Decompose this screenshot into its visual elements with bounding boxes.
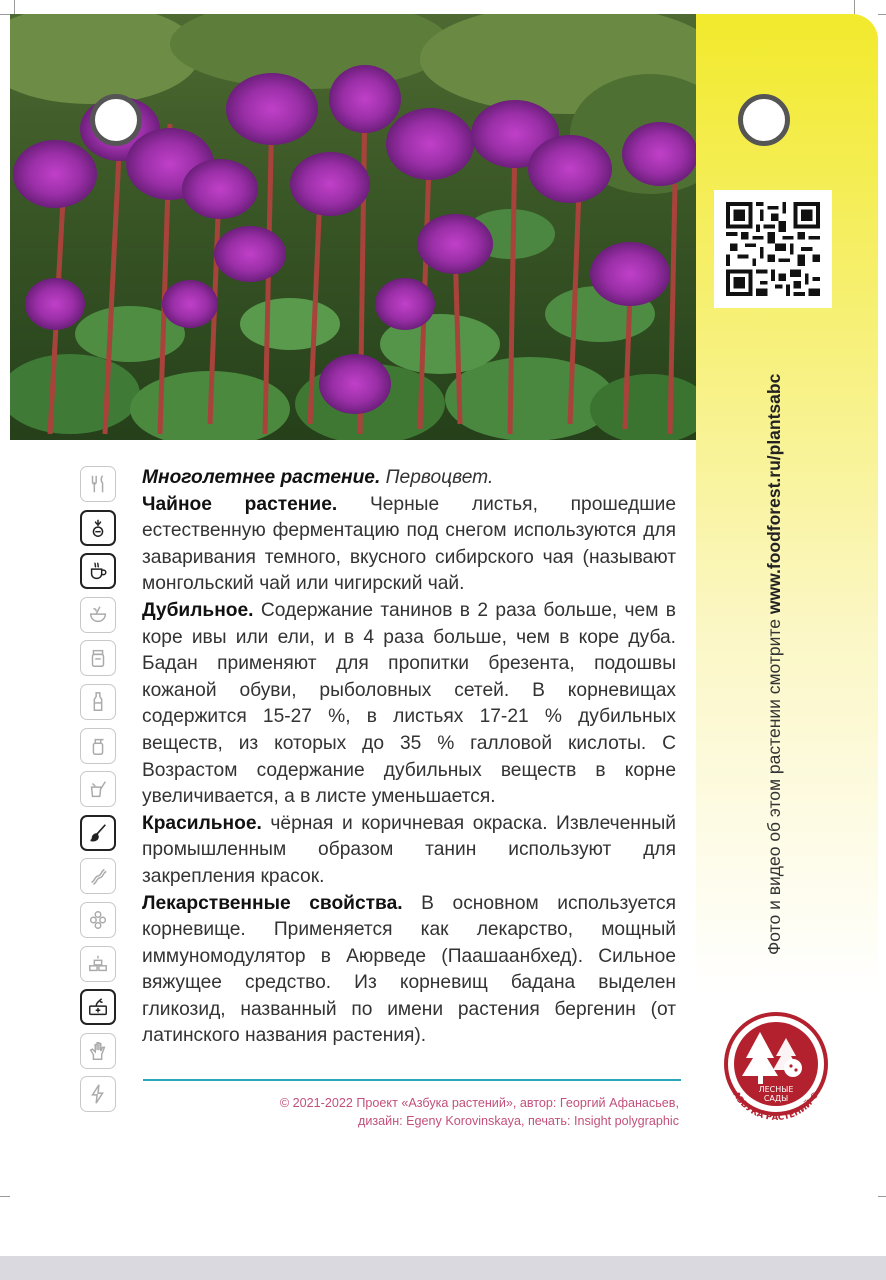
intro-heading: Многолетнее растение. bbox=[142, 467, 381, 488]
medicinal-text: В основном используется корневище. Применяется как лекарство, мощный иммуномодулятор в Аюрведе (Паашаанбхед). Сильное вяжущее средство. Из корневищ бадана выделен гликозид, названный по имени растения бергенин (от латинского названия растения). bbox=[142, 892, 676, 1047]
rope-icon bbox=[80, 858, 116, 894]
crop-mark bbox=[14, 0, 15, 14]
spray-bottle-icon bbox=[80, 728, 116, 764]
medicine-box-icon bbox=[80, 989, 116, 1025]
punch-hole bbox=[90, 94, 142, 146]
divider bbox=[143, 1079, 681, 1081]
page-bottom-bar bbox=[0, 1256, 886, 1280]
medicinal-heading: Лекарственные свойства. bbox=[142, 892, 403, 914]
qr-code[interactable] bbox=[714, 190, 832, 308]
tannin-paragraph bbox=[142, 598, 676, 811]
tea-plant-icon bbox=[80, 510, 116, 546]
azbuka-logo bbox=[722, 1010, 830, 1128]
bricks-icon bbox=[80, 946, 116, 982]
crop-mark bbox=[854, 0, 855, 14]
tea-paragraph bbox=[142, 492, 676, 598]
punch-hole bbox=[738, 94, 790, 146]
qr-code-icon bbox=[726, 202, 820, 296]
lightning-icon bbox=[80, 1076, 116, 1112]
credits-line1: © 2021-2022 Проект «Азбука растений», автор: Георгий Афанасьев, bbox=[279, 1096, 679, 1110]
website-note bbox=[755, 325, 793, 955]
forest-gardens-logo-icon bbox=[722, 1010, 830, 1128]
logo-line1: ЛЕСНЫЕ bbox=[758, 1085, 794, 1094]
tea-text: Черные листья, прошедшие естественную ферментацию под снегом используются для заваривания темного, вкусного сибирского чая (называют монгольский чай или чигирский чай. bbox=[142, 493, 676, 595]
logo-line2: САДЫ bbox=[763, 1094, 789, 1103]
tannin-heading: Дубильное. bbox=[142, 599, 254, 621]
credits bbox=[143, 1094, 679, 1130]
dye-bucket-icon bbox=[80, 771, 116, 807]
tea-cup-icon bbox=[80, 553, 116, 589]
intro-text: Первоцвет. bbox=[380, 467, 494, 488]
dye-heading: Красильное. bbox=[142, 812, 262, 834]
usage-icons bbox=[80, 466, 118, 1120]
credits-line2: дизайн: Egeny Korovinskaya, печать: Insight polygraphic bbox=[358, 1114, 679, 1128]
bergenia-flowers-image bbox=[10, 14, 696, 440]
jar-icon bbox=[80, 640, 116, 676]
logo-ring-text: АЗБУКА РАСТЕНИЙ ® bbox=[730, 1090, 822, 1124]
bottle-icon bbox=[80, 684, 116, 720]
website-link[interactable]: www.foodforest.ru/plantsabc bbox=[764, 373, 784, 615]
mortar-icon bbox=[80, 597, 116, 633]
dye-text: чёрная и коричневая окраска. Извлеченный промышленным образом танин используют для закрепления красок. bbox=[142, 812, 676, 887]
paint-brush-icon bbox=[80, 815, 116, 851]
medicinal-paragraph bbox=[142, 891, 676, 1051]
dye-paragraph bbox=[142, 811, 676, 891]
intro-paragraph bbox=[142, 465, 676, 492]
gloves-icon bbox=[80, 1033, 116, 1069]
tea-heading: Чайное растение. bbox=[142, 493, 338, 515]
tannin-text: Содержание танинов в 2 раза больше, чем в коре ивы или ели, и в 4 раза больше, чем в коре дуба. Бадан применяют для пропитки брезента, подошвы кожаной обуви, рыболовных сетей. В корневищах содержится 15-27 %, в листьях 17-21 % дубильных веществ, из которых до 35 % галловой кислоты. С Возрастом содержание дубильных веществ в корне увеличивается, а в листе уменьшается. bbox=[142, 599, 676, 808]
flower-cluster-icon bbox=[80, 902, 116, 938]
plant-photo bbox=[10, 14, 696, 440]
utensils-icon bbox=[80, 466, 116, 502]
plant-description bbox=[142, 465, 676, 1050]
website-note-prefix: Фото и видео об этом растении смотрите bbox=[764, 614, 784, 955]
